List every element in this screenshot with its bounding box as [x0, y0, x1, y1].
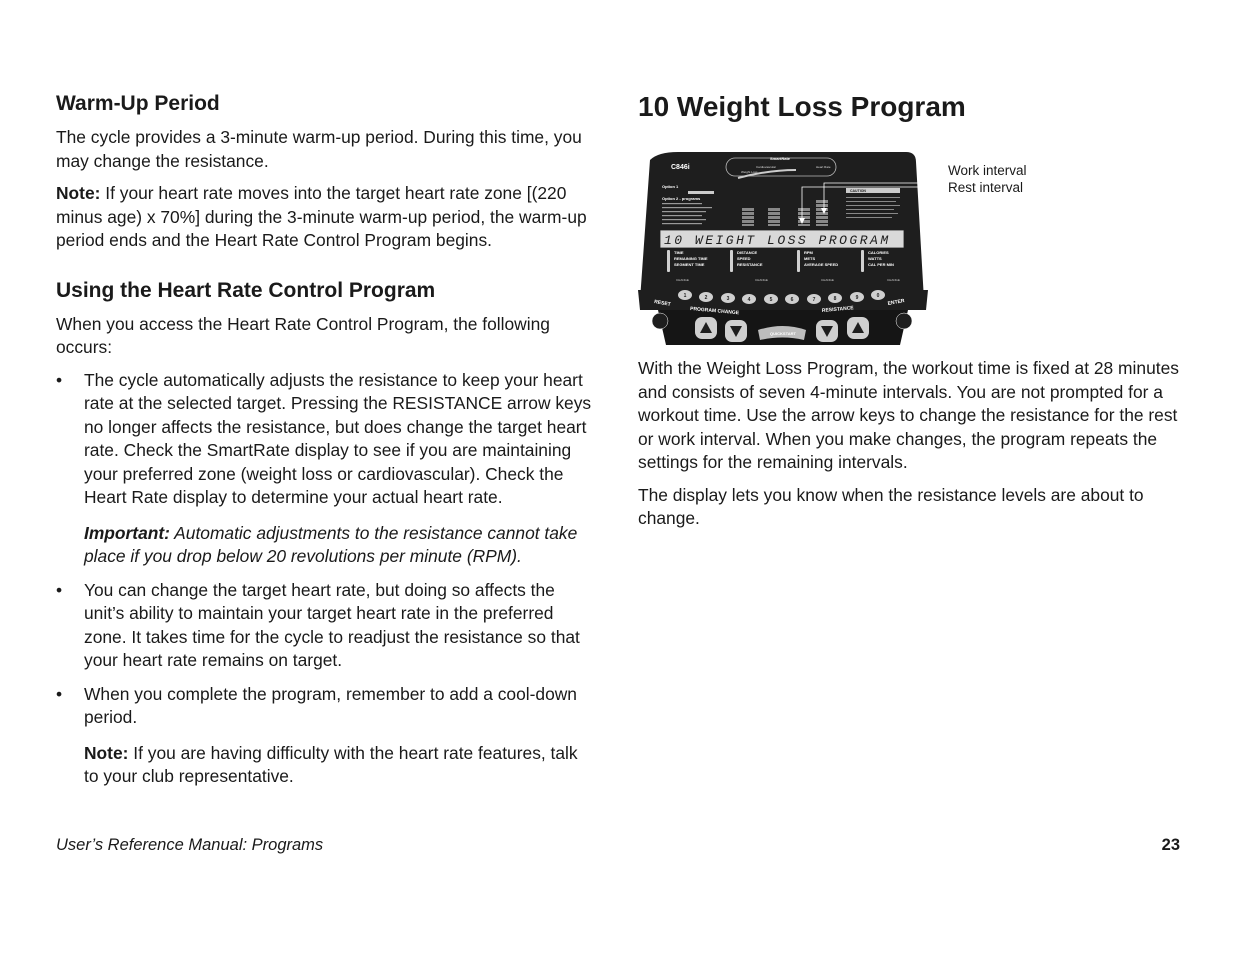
metric-remaining-time: REMAINING TIME [674, 256, 708, 261]
key-9-label: 9 [855, 295, 859, 301]
important-label: Important: [84, 522, 170, 543]
enter-label: ENTER [887, 298, 906, 307]
warmup-paragraph: The cycle provides a 3-minute warm-up period. During this time, you may change the resistance. [56, 127, 582, 171]
bullet-text: The cycle automatically adjusts the resistance to keep your heart rate at the selected target. Pressing the RESISTANCE arrow keys no longer affects the resistance, but does change the target heart rate. Check the SmartRate display to see if you are maintaining your preferred zone (weight loss or cardiovascular). Check the Heart Rate display to determine your actual heart rate. [84, 369, 592, 507]
work-interval-label: Work interval [948, 163, 1027, 178]
resistance-label: RESISTANCE [821, 305, 854, 314]
footer-title: User’s Reference Manual: Programs [56, 836, 324, 854]
metric-speed: SPEED [737, 256, 751, 261]
key-6-label: 6 [790, 297, 794, 303]
metric-watts: WATTS [868, 256, 882, 261]
weight-loss-heading: 10 Weight Loss Program [638, 91, 966, 122]
caution-label: CAUTION [850, 189, 866, 193]
metric-calories: CALORIES [868, 250, 889, 255]
note-text: If your heart rate moves into the target heart rate zone [(220 minus age) x 70%] during the 3-minute warm-up period, the warm-up period ends and the Heart Rate Control Program begins. [56, 183, 587, 250]
model-label: C846i [671, 164, 690, 171]
metric-distance: DISTANCE [737, 250, 758, 255]
metric-resistance: RESISTANCE [737, 262, 763, 267]
change-label-3: CHANGE [821, 278, 834, 282]
important-note [84, 522, 596, 569]
note-label: Note: [84, 742, 129, 763]
enter-button[interactable] [896, 313, 912, 329]
bullet-dot: • [56, 369, 63, 390]
change-label-2: CHANGE [755, 278, 768, 282]
key-0-label: 0 [876, 293, 880, 299]
metric-time: TIME [674, 250, 684, 255]
difficulty-note [84, 742, 596, 789]
key-5-label: 5 [769, 297, 773, 303]
smartrate-label: SmartRate [770, 156, 791, 161]
hrc-heading: Using the Heart Rate Control Program [56, 278, 436, 302]
note-label: Note: [56, 183, 101, 203]
key-7-label: 7 [812, 297, 816, 303]
list-item [56, 369, 596, 569]
quickstart-label: QUICKSTART [770, 331, 796, 336]
weight-loss-zone-label: Weight Loss [741, 170, 758, 174]
lcd-message: 10 WEIGHT LOSS PROGRAM [664, 233, 891, 248]
left-column [56, 90, 596, 799]
program-change-label: PROGRAM CHANGE [689, 306, 740, 317]
hrc-intro: When you access the Heart Rate Control Program, the following occurs: [56, 313, 550, 357]
cardio-label: Cardiovascular [756, 165, 777, 169]
note-text: If you are having difficulty with the heart rate features, talk to your club representative. [84, 742, 578, 786]
bullet-dot: • [56, 579, 63, 600]
option2-label: Option 2 - programs [662, 196, 701, 201]
important-text: Automatic adjustments to the resistance cannot take place if you drop below 20 revolutions per minute (RPM). [84, 522, 578, 566]
key-1-label: 1 [683, 293, 687, 299]
list-item [56, 579, 596, 673]
key-8-label: 8 [833, 296, 837, 302]
reset-label: RESET [653, 299, 672, 308]
metric-cal-per-min: CAL PER MIN [868, 262, 894, 267]
key-3-label: 3 [726, 296, 730, 302]
console-illustration [638, 150, 1038, 350]
hrc-bullet-list [56, 369, 596, 789]
metric-rpm: RPM [804, 250, 813, 255]
metric-mets: METS [804, 256, 816, 261]
weight-loss-paragraph-2: The display lets you know when the resistance levels are about to change. [638, 484, 1144, 528]
reset-button[interactable] [652, 313, 668, 329]
key-2-label: 2 [704, 295, 708, 301]
bullet-text: When you complete the program, remember to add a cool-down period. [84, 683, 577, 727]
right-column [638, 88, 1183, 126]
option1-label: Option 1 [662, 184, 679, 189]
change-label-1: CHANGE [676, 278, 689, 282]
bullet-dot: • [56, 683, 63, 704]
warmup-note [56, 182, 596, 253]
metric-average-speed: AVERAGE SPEED [804, 262, 839, 267]
change-label-4: CHANGE [887, 278, 900, 282]
rest-interval-label: Rest interval [948, 180, 1024, 195]
bullet-text: You can change the target heart rate, but doing so affects the unit’s ability to maintain your target heart rate in the preferred zone. It takes time for the cycle to readjust the resistance so that your heart rate remains on target. [84, 579, 580, 670]
weight-loss-description [638, 357, 1183, 540]
page-number: 23 [1161, 836, 1180, 854]
warmup-heading: Warm-Up Period [56, 92, 220, 115]
key-4-label: 4 [747, 297, 751, 303]
weight-loss-paragraph-1: With the Weight Loss Program, the workout time is fixed at 28 minutes and consists of seven 4-minute intervals. You are not prompted for a workout time. Use the arrow keys to change the resistance for the rest or work interval. When you make changes, the program repeats the settings for the remaining intervals. [638, 358, 1179, 472]
heart-rate-label: Heart Rate [816, 165, 831, 169]
list-item [56, 683, 596, 789]
metric-segment-time: SEGMENT TIME [674, 262, 705, 267]
